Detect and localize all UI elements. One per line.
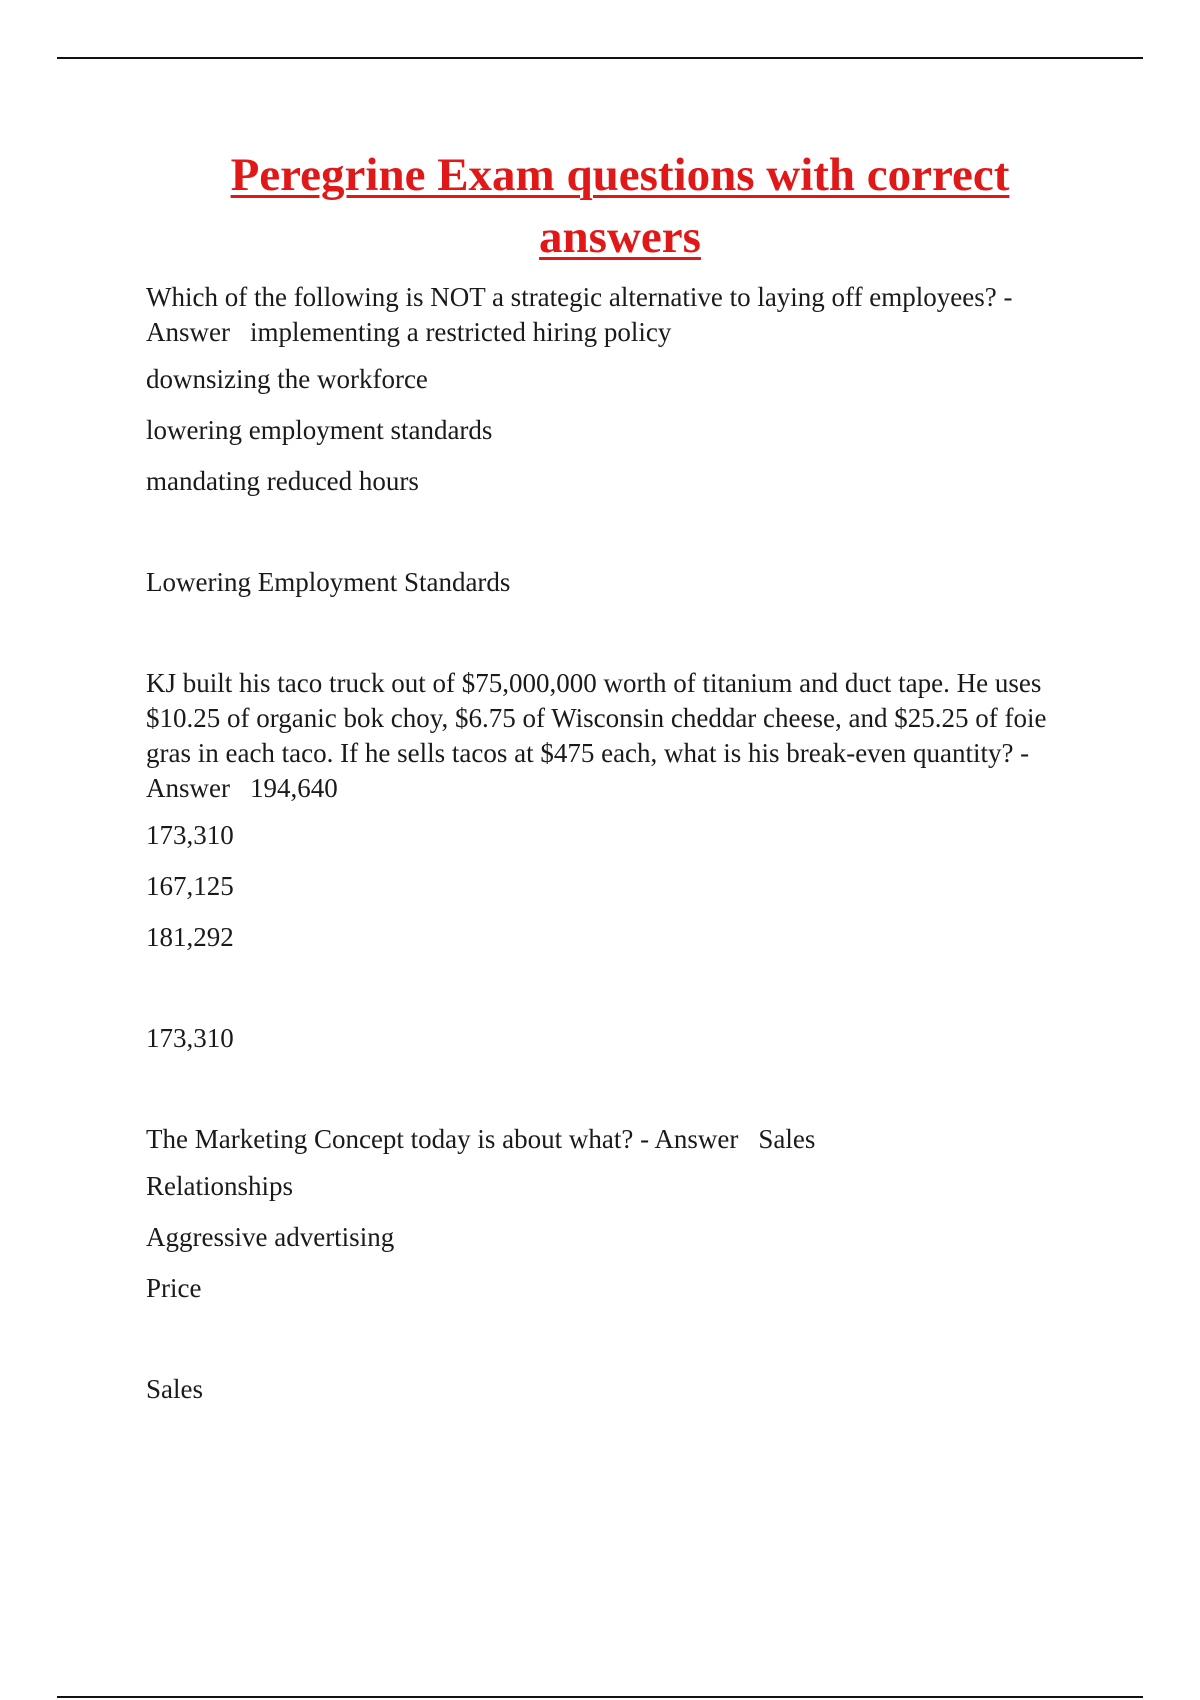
option: Aggressive advertising (146, 1222, 395, 1252)
question-first-option: implementing a restricted hiring policy (249, 317, 672, 347)
question-prompt: KJ built his taco truck out of $75,000,000 worth of titanium and duct tape. He uses $10.25 of organic bok choy, $6.75 of Wisconsin cheddar cheese, and $25.25 of foie gras in each taco. If he sells tacos at $475 each, what is his break-even quantity? - Answer (146, 668, 1047, 803)
question-3 (146, 1122, 1096, 1157)
question-first-option: Sales (758, 1124, 816, 1154)
option: 173,310 (146, 820, 234, 850)
document-body (146, 280, 1096, 1407)
option: Relationships (146, 1171, 293, 1201)
top-rule (57, 57, 1143, 59)
option: mandating reduced hours (146, 466, 419, 496)
option: 181,292 (146, 922, 234, 952)
option: lowering employment standards (146, 415, 493, 445)
bottom-rule (57, 1696, 1143, 1698)
correct-answer: Sales (146, 1374, 203, 1404)
question-prompt: Which of the following is NOT a strategic alternative to laying off employees? - Answer (146, 282, 1013, 347)
question-first-option: 194,640 (249, 773, 338, 803)
question-prompt: The Marketing Concept today is about what? - Answer (146, 1124, 739, 1154)
question-2 (146, 666, 1096, 806)
correct-answer: Lowering Employment Standards (146, 567, 511, 597)
question-1 (146, 280, 1096, 350)
option: downsizing the workforce (146, 364, 428, 394)
document-title: Peregrine Exam questions with correct answers (230, 149, 1010, 263)
option: Price (146, 1273, 202, 1303)
correct-answer: 173,310 (146, 1023, 234, 1053)
option: 167,125 (146, 871, 234, 901)
